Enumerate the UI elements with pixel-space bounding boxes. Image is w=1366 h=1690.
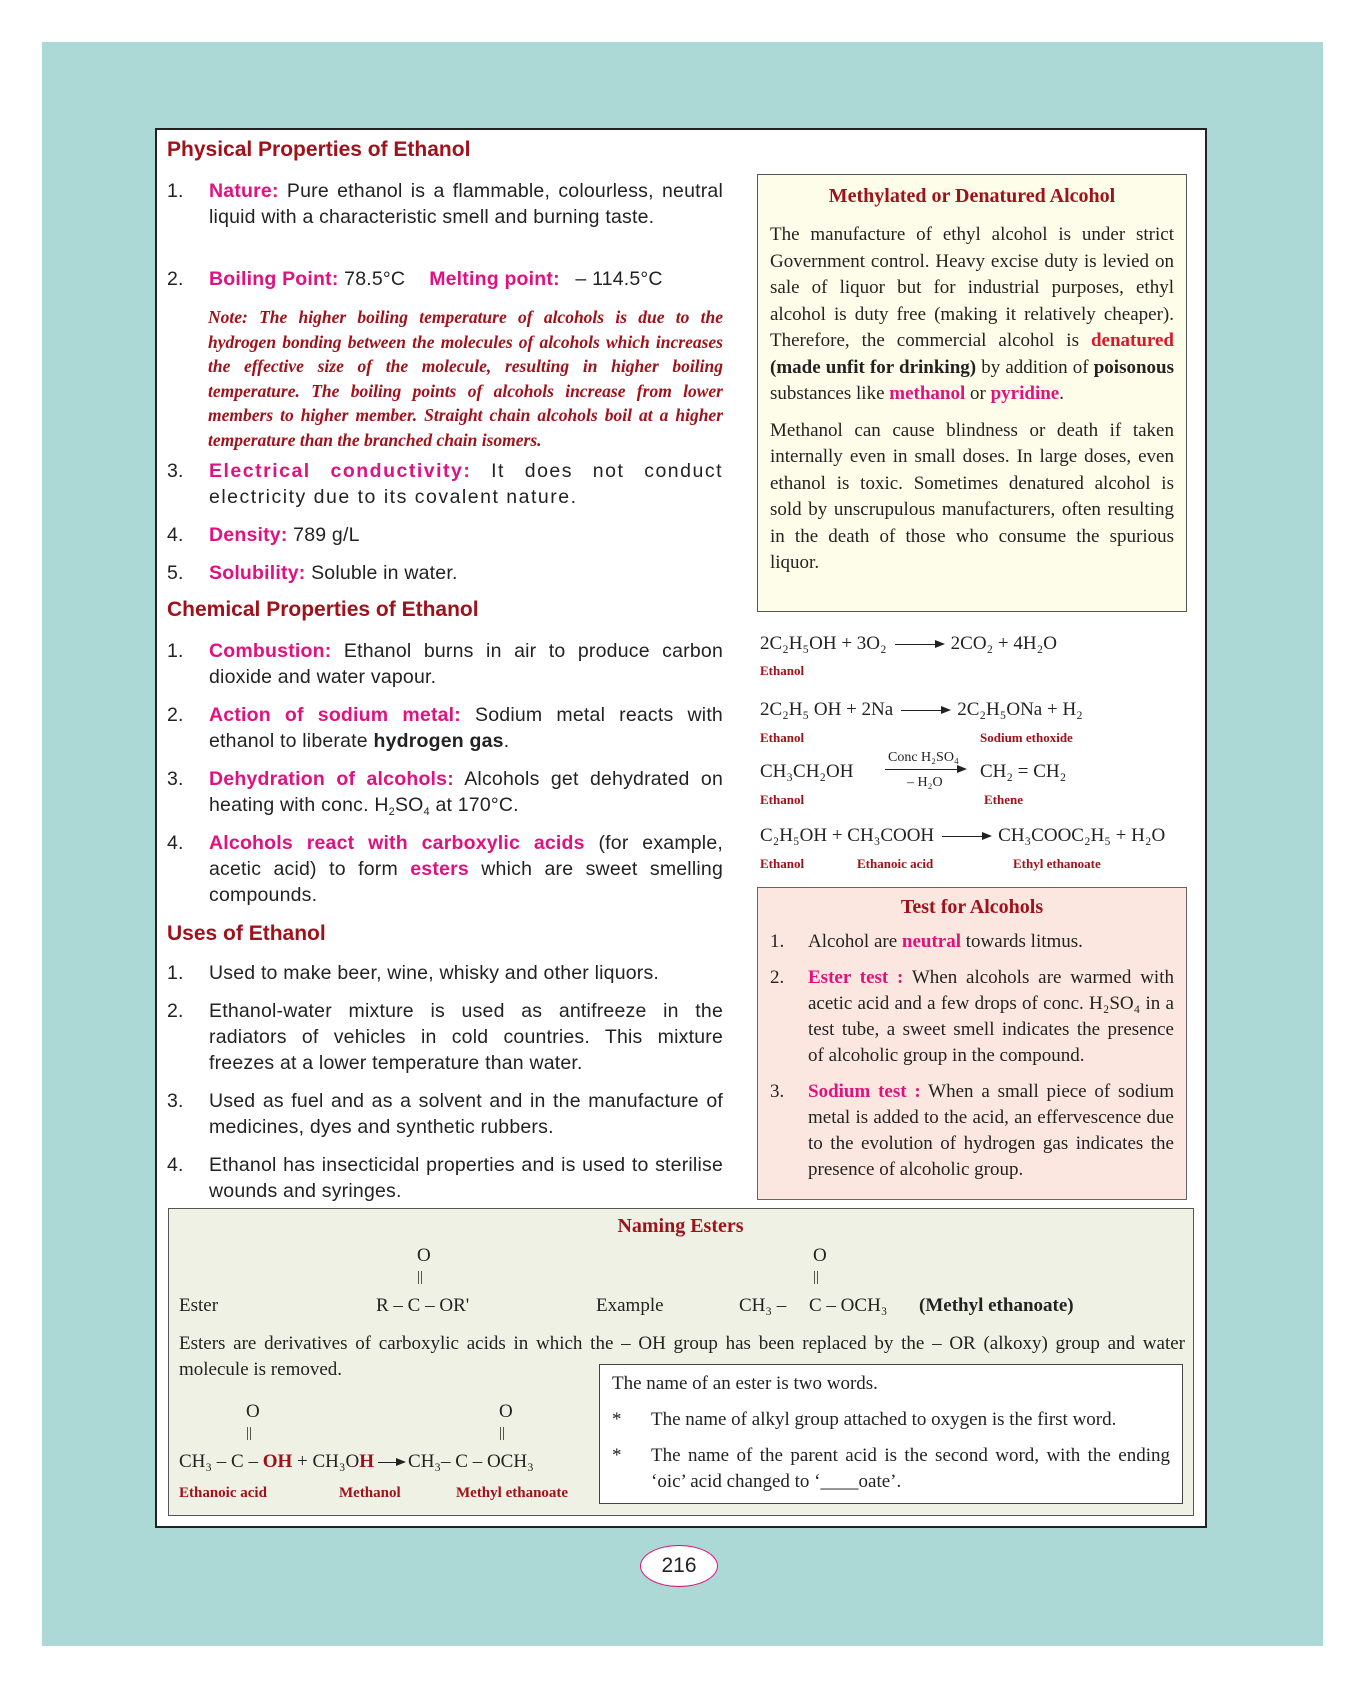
rules-intro: The name of an ester is two words. [612, 1373, 878, 1394]
arrow-icon [942, 836, 990, 837]
ester-test-label: Ester test : [808, 967, 904, 988]
text: Alcohol are [808, 931, 902, 952]
denatured-paragraph-2: Methanol can cause blindness or death if taken internally even in small doses. In large doses, even ethanol is toxic. Sometimes denatured alcohol is sold by unscrupulous manufacturers, often resulting in the death of those who consume the spurious liquor. [770, 419, 1174, 573]
example-label: Example [596, 1295, 664, 1316]
arrow-icon [885, 769, 965, 770]
test-item [770, 929, 1174, 955]
esters-description: Esters are derivatives of carboxylic acids in which the – OH group has been replaced by the – OR (alkoxy) group and water molecule is removed. [179, 1333, 1185, 1380]
item-text [209, 522, 723, 548]
equation-combustion [760, 633, 1057, 655]
equation-label: Ethanol [760, 730, 805, 745]
item-label: Electrical conductivity: [209, 460, 472, 482]
item-label: Melting point: [429, 268, 560, 290]
item-body: (for example, acetic acid) to form [209, 832, 724, 880]
text: The manufacture of ethyl alcohol is under strict Government control. Heavy excise duty is levied on sale of liquor but for industrial purposes, ethyl alcohol is duty free (making it relatively cheaper). Therefore, the commercial alcohol is [770, 224, 1174, 351]
test-item [770, 1079, 1174, 1183]
item-label: Boiling Point: [209, 268, 339, 290]
item-body: SO [394, 794, 424, 816]
item-label: Alcohols react with carboxylic acids [209, 832, 585, 854]
item-text: Ethanol has insecticidal properties and is used to sterilise wounds and syringes. [209, 1154, 723, 1202]
carbonyl-oxygen: O [246, 1401, 260, 1422]
test-box-title: Test for Alcohols [900, 896, 1044, 918]
item-number: 3. [770, 1081, 785, 1102]
carbonyl-oxygen: O [813, 1245, 827, 1266]
item-label: Action of sodium metal: [209, 704, 461, 726]
item-number: 1. [167, 962, 184, 984]
text: by addition of [976, 356, 1094, 378]
naming-esters-box [168, 1208, 1194, 1516]
boiling-point-note: Note: The higher boiling temperature of alcohols is due to the hydrogen bonding between the molecules of alcohols which increases the effective size of the molecule, resulting in higher boiling temperature. The boiling points of alcohols increase from lower members to higher member. Straight chain alcohols boil at a higher temperature than the branched chain isomers. [208, 307, 723, 450]
double-bond: || [813, 1269, 820, 1285]
text: or [965, 383, 991, 404]
item-body: Sodium metal reacts with ethanol to liberate [209, 704, 723, 752]
text: . [1059, 383, 1064, 404]
methanol-h-highlight: H [359, 1451, 375, 1472]
arrow-icon [378, 1462, 404, 1463]
equation-rhs: CH₃COOC₂H₅ + H₂O [998, 825, 1166, 846]
item-number: 2. [167, 704, 184, 726]
item-text [209, 702, 723, 754]
denatured-paragraph-1 [770, 222, 1174, 408]
unfit-bold: (made unfit for drinking) [770, 356, 977, 378]
item-text [209, 178, 723, 230]
arrow-condition-above: Conc H₂SO₄ [888, 750, 959, 765]
neutral-highlight: neutral [901, 931, 962, 952]
equation-lhs: C₂H₅OH + CH₃COOH [760, 825, 935, 846]
rule-item [612, 1443, 1170, 1495]
subscript: 2 [388, 806, 395, 818]
subscript: 4 [423, 806, 430, 818]
item-number: 4. [167, 1154, 184, 1176]
item-text [209, 458, 723, 510]
double-bond: || [499, 1425, 506, 1441]
item-body: Pure ethanol is a flammable, colourless, neutral liquid with a characteristic smell and burning taste. [209, 180, 723, 228]
acid-formula: CH₃ – C – [179, 1451, 263, 1472]
equation-sodium [760, 699, 1083, 721]
example-name: (Methyl ethanoate) [919, 1295, 1074, 1316]
equation-rhs: 2C₂H₅ONa + H₂ [957, 699, 1083, 720]
test-item [770, 965, 1174, 1069]
sodium-test-label: Sodium test : [808, 1081, 921, 1102]
item-text [209, 560, 723, 586]
item-number: 4. [167, 832, 184, 854]
item-text: Used as fuel and as a solvent and in the manufacture of medicines, dyes and synthetic rubbers. [209, 1090, 723, 1138]
equation-label: Ethene [984, 792, 1023, 807]
item-text [209, 266, 723, 292]
item-label: Combustion: [209, 640, 332, 662]
acid-oh-highlight: OH [262, 1451, 293, 1472]
item-label: Solubility: [209, 562, 306, 584]
item-text [209, 766, 723, 818]
item-number: 3. [167, 460, 184, 482]
item-tail: at 170°C. [429, 794, 519, 816]
esterification-reaction [179, 1451, 534, 1473]
item-tail: which are sweet smelling compounds. [209, 858, 723, 906]
equation-lhs: 2C₂H₅ OH + 2Na [760, 699, 894, 720]
esters-highlight: esters [410, 858, 469, 880]
equation-dehydration-product: CH₂ = CH₂ [980, 761, 1067, 782]
equation-label: Ethyl ethanoate [1013, 856, 1101, 871]
arrow-condition-below: – H₂O [907, 775, 943, 790]
item-number: 3. [167, 768, 184, 790]
ester-general-formula: R – C – OR' [376, 1295, 470, 1316]
product-formula: CH₃– C – OCH₃ [408, 1451, 534, 1472]
bullet-icon: * [612, 1445, 622, 1466]
equation-rhs: 2CO₂ + 4H₂O [950, 633, 1057, 654]
equation-esterification [760, 825, 1165, 847]
ester-naming-rules-box [599, 1364, 1183, 1504]
equation-label: Sodium ethoxide [980, 730, 1073, 745]
item-body: Ethanol burns in air to produce carbon dioxide and water vapour. [209, 640, 723, 688]
reaction-label: Methanol [339, 1485, 401, 1501]
methanol-formula: + CH₃O [292, 1451, 360, 1472]
uses-heading: Uses of Ethanol [167, 922, 326, 945]
item-text: Used to make beer, wine, whisky and other liquors. [209, 962, 660, 984]
page-number: 216 [640, 1545, 718, 1587]
reaction-label: Methyl ethanoate [456, 1485, 569, 1501]
double-bond: || [246, 1425, 253, 1441]
ester-label: Ester [179, 1295, 219, 1316]
item-body: It does not conduct electricity due to its covalent nature. [209, 460, 723, 508]
carbonyl-oxygen: O [499, 1401, 513, 1422]
test-for-alcohols-box [757, 887, 1187, 1200]
chemical-properties-heading: Chemical Properties of Ethanol [167, 598, 479, 621]
item-label: Dehydration of alcohols: [209, 768, 454, 790]
item-number: 5. [167, 562, 184, 584]
text: substances like [770, 383, 890, 404]
item-number: 1. [167, 640, 184, 662]
item-label: Nature: [209, 180, 279, 202]
item-number: 1. [167, 180, 184, 202]
example-formula-right: C – OCH₃ [809, 1295, 888, 1316]
equation-label: Ethanol [760, 792, 805, 807]
melting-point-value: – 114.5°C [569, 268, 663, 290]
item-body: Soluble in water. [305, 562, 458, 584]
denatured-box-title: Methylated or Denatured Alcohol [828, 185, 1116, 207]
equation-lhs: 2C₂H₅OH + 3O₂ [760, 633, 887, 654]
denatured-alcohol-box [757, 174, 1187, 612]
example-formula-left: CH₃ – [739, 1295, 787, 1316]
rule-text: The name of alkyl group attached to oxygen is the first word. [651, 1409, 1117, 1430]
physical-properties-heading: Physical Properties of Ethanol [167, 138, 471, 161]
denatured-highlight: denatured [1090, 330, 1174, 351]
text: When a small piece of sodium metal is added to the acid, an effervescence due to the evolution of hydrogen gas indicates the presence of alcoholic group. [808, 1081, 1174, 1180]
item-number: 2. [770, 967, 785, 988]
boiling-point-value: 78.5°C [338, 268, 406, 290]
rule-item [612, 1407, 1170, 1433]
double-bond: || [417, 1269, 424, 1285]
item-tail: . [503, 730, 510, 752]
pyridine-highlight: pyridine [990, 383, 1060, 404]
poisonous-bold: poisonous [1093, 356, 1174, 378]
reaction-label: Ethanoic acid [179, 1485, 267, 1501]
item-number: 2. [167, 1000, 184, 1022]
item-number: 1. [770, 931, 785, 952]
item-text [209, 638, 723, 690]
textbook-page [155, 128, 1207, 1528]
item-body: 789 g/L [287, 524, 360, 546]
item-number: 2. [167, 268, 184, 290]
equation-label: Ethanol [760, 856, 805, 871]
naming-esters-title: Naming Esters [617, 1215, 744, 1237]
arrow-icon [895, 644, 943, 645]
item-body: Alcohols get dehydrated on heating with conc. H [209, 768, 724, 816]
text: When alcohols are warmed with acetic acid and a few drops of conc. H₂SO₄ in a test tube, a sweet smell indicates the presence of alcoholic group in the compound. [808, 967, 1174, 1066]
text: towards litmus. [961, 931, 1083, 952]
arrow-icon [901, 710, 949, 711]
item-text [209, 830, 723, 908]
item-text: Ethanol-water mixture is used as antifreeze in the radiators of vehicles in cold countries. This mixture freezes at a lower temperature than water. [209, 1000, 723, 1074]
rule-text: The name of the parent acid is the second word, with the ending ‘oic’ acid changed to ‘____oate’. [651, 1445, 1170, 1492]
equation-dehydration-reactant: CH₃CH₂OH [760, 761, 854, 782]
equation-label: Ethanoic acid [857, 856, 934, 871]
bullet-icon: * [612, 1409, 622, 1430]
carbonyl-oxygen: O [417, 1245, 431, 1266]
item-number: 4. [167, 524, 184, 546]
item-number: 3. [167, 1090, 184, 1112]
item-label: Density: [209, 524, 288, 546]
hydrogen-gas-bold: hydrogen gas [373, 730, 504, 752]
equation-label: Ethanol [760, 663, 805, 678]
methanol-highlight: methanol [889, 383, 966, 404]
